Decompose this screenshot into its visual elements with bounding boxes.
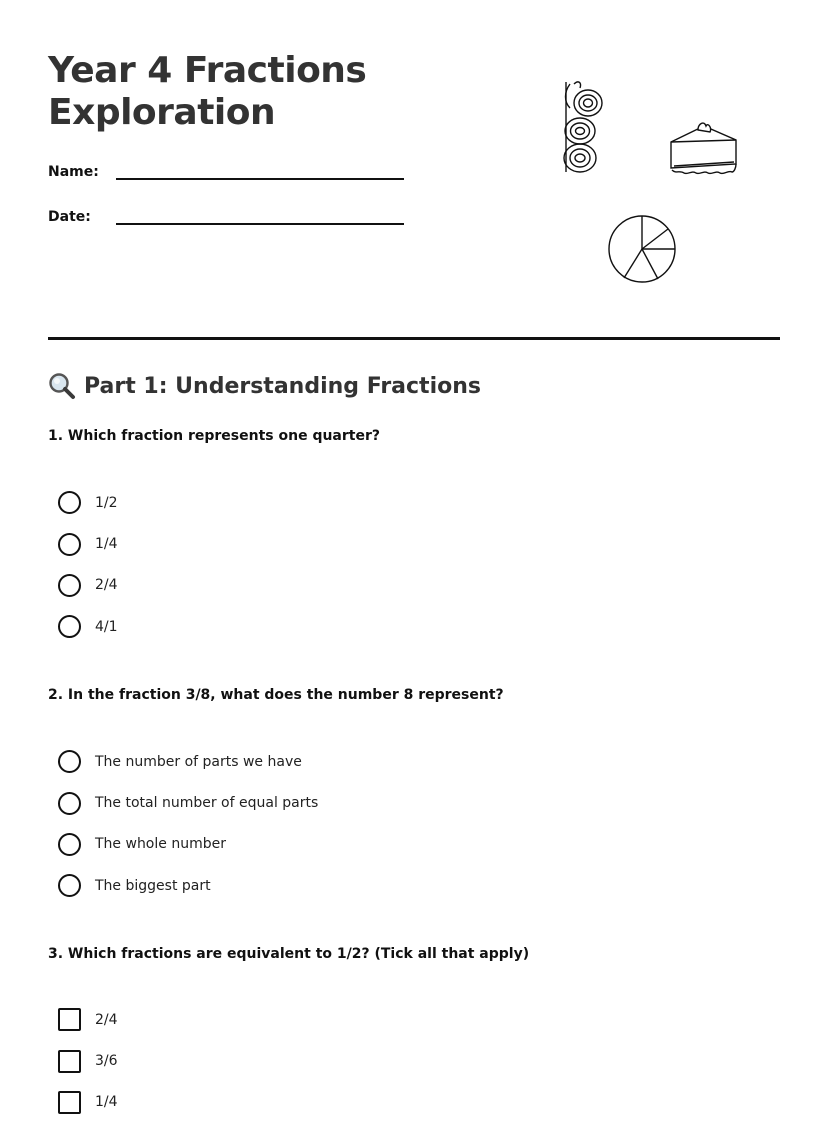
radio-button[interactable] [58,874,81,897]
option-label: The whole number [95,836,226,853]
swiss-roll-illustration [560,78,608,176]
checkbox[interactable] [58,1050,81,1073]
option-label: 2/4 [95,577,118,594]
option-label: The total number of equal parts [95,795,319,812]
question-2-options [58,741,318,907]
date-line[interactable] [116,205,404,225]
option-label: 2/4 [95,1011,118,1028]
q1-option[interactable] [58,482,118,523]
option-label: The biggest part [95,877,211,894]
name-line[interactable] [116,160,404,180]
radio-button[interactable] [58,833,81,856]
title-line-1: Year 4 Fractions [48,50,367,91]
radio-button[interactable] [58,792,81,815]
option-label: 3/6 [95,1053,118,1070]
checkbox[interactable] [58,1091,81,1114]
q1-option[interactable] [58,523,118,564]
magnifying-glass-icon [48,372,76,400]
radio-button[interactable] [58,533,81,556]
section-title-text: Part 1: Understanding Fractions [84,373,481,399]
q1-option[interactable] [58,606,118,647]
question-2: 2. In the fraction 3/8, what does the number 8 represent? [48,687,504,703]
q2-option[interactable] [58,824,318,865]
question-1-options [58,482,118,648]
header-divider [48,337,780,340]
pie-chart-illustration [606,212,678,284]
q3-option[interactable] [58,999,118,1040]
option-label: The number of parts we have [95,753,302,770]
option-label: 1/2 [95,494,118,511]
option-label: 4/1 [95,618,118,635]
name-field[interactable] [48,160,404,180]
question-3-options [58,999,118,1123]
option-label: 1/4 [95,536,118,553]
radio-button[interactable] [58,615,81,638]
date-label: Date: [48,209,91,225]
radio-button[interactable] [58,491,81,514]
title-line-2: Exploration [48,92,276,133]
q2-option[interactable] [58,865,318,906]
pie-slice-illustration [668,118,740,178]
worksheet-page [48,0,780,1111]
q2-option[interactable] [58,782,318,823]
worksheet-header [48,0,780,399]
radio-button[interactable] [58,574,81,597]
q3-option[interactable] [58,1082,118,1123]
name-label: Name: [48,164,99,180]
checkbox[interactable] [58,1008,81,1031]
question-3: 3. Which fractions are equivalent to 1/2? (Tick all that apply) [48,946,530,962]
option-label: 1/4 [95,1094,118,1111]
question-1: 1. Which fraction represents one quarter? [48,428,380,444]
section-title [48,372,481,400]
q2-option[interactable] [58,741,318,782]
radio-button[interactable] [58,750,81,773]
date-field[interactable] [48,205,404,225]
q1-option[interactable] [58,565,118,606]
q3-option[interactable] [58,1040,118,1081]
worksheet-title [48,50,366,134]
